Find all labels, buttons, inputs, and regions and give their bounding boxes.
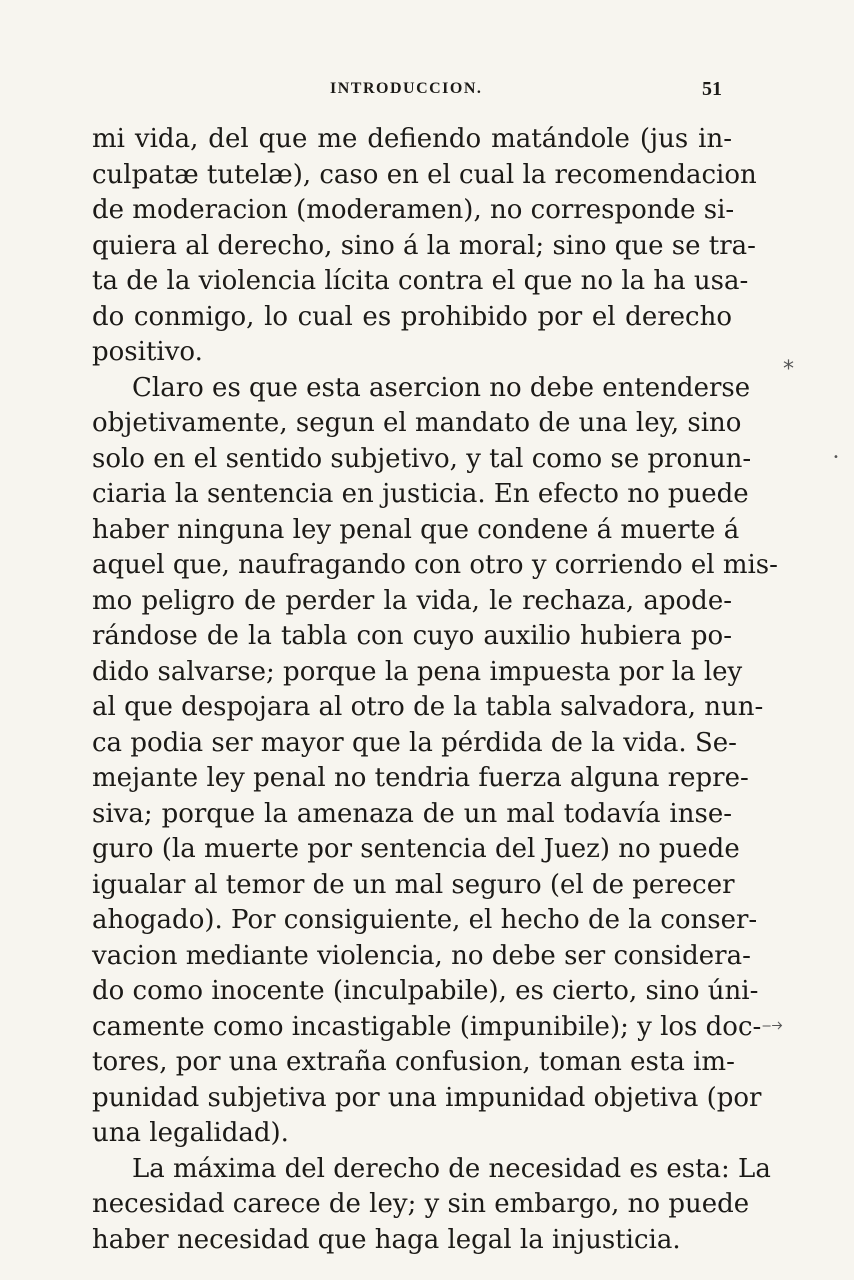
text-line: La máxima del derecho de necesidad es esta: La — [132, 1153, 771, 1184]
text-line: ahogado). Por consiguiente, el hecho de la conser- — [92, 905, 758, 935]
page-number: 51 — [702, 78, 722, 100]
text-line: una legalidad). — [92, 1118, 289, 1148]
text-line: punidad subjetiva por una impunidad objetiva (por — [92, 1082, 762, 1113]
page-body — [92, 122, 778, 1258]
text-line: vacion mediante violencia, no debe ser considera- — [92, 940, 751, 971]
margin-mark: ⤍ — [762, 1012, 783, 1036]
text-line: mo peligro de perder la vida, le rechaza, apode- — [92, 585, 732, 616]
text-line: necesidad carece de ley; y sin embargo, no puede — [92, 1189, 750, 1219]
text-line: ciaria la sentencia en justicia. En efecto no puede — [92, 479, 749, 509]
text-line: igualar al temor de un mal seguro (el de perecer — [92, 869, 735, 900]
margin-mark: ⁎ — [783, 350, 794, 375]
text-line: do como inocente (inculpabile), es cierto, sino úni- — [92, 976, 759, 1006]
text-line: ta de la violencia lícita contra el que no la ha usa- — [92, 266, 749, 296]
running-head — [90, 80, 730, 110]
text-line: rándose de la tabla con cuyo auxilio hubiera po- — [92, 621, 732, 651]
text-line: haber necesidad que haga legal la injusticia. — [92, 1224, 681, 1255]
text-line: ca podia ser mayor que la pérdida de la vida. Se- — [92, 727, 737, 758]
text-line: al que despojara al otro de la tabla salvadora, nun- — [92, 692, 764, 722]
text-line: siva; porque la amenaza de un mal todavía inse- — [92, 798, 732, 829]
text-line: aquel que, naufragando con otro y corriendo el mis- — [92, 550, 778, 580]
text-line: dido salvarse; porque la pena impuesta por la ley — [92, 656, 743, 687]
text-line: solo en el sentido subjetivo, y tal como se pronun- — [92, 443, 752, 474]
running-head-title: INTRODUCCION. — [330, 80, 483, 97]
text-line: positivo. — [92, 337, 203, 367]
text-line: do conmigo, lo cual es prohibido por el derecho — [92, 301, 732, 332]
text-line: haber ninguna ley penal que condene á muerte á — [92, 514, 740, 545]
text-line: quiera al derecho, sino á la moral; sino que se tra- — [92, 230, 756, 261]
text-line: tores, por una extraña confusion, toman esta im- — [92, 1047, 735, 1077]
text-line: mi vida, del que me defiendo matándole (jus in- — [92, 124, 732, 154]
text-line: Claro es que esta asercion no debe entenderse — [132, 372, 751, 403]
text-line: mejante ley penal no tendria fuerza alguna repre- — [92, 763, 749, 793]
margin-dot: • — [833, 452, 839, 463]
text-line: culpatæ tutelæ), caso en el cual la recomendacion — [92, 159, 757, 190]
text-line: camente como incastigable (impunibile); y los doc- — [92, 1011, 762, 1042]
text-line: de moderacion (moderamen), no corresponde si- — [92, 195, 735, 225]
text-line: guro (la muerte por sentencia del Juez) no puede — [92, 834, 740, 864]
text-line: objetivamente, segun el mandato de una ley, sino — [92, 408, 742, 438]
